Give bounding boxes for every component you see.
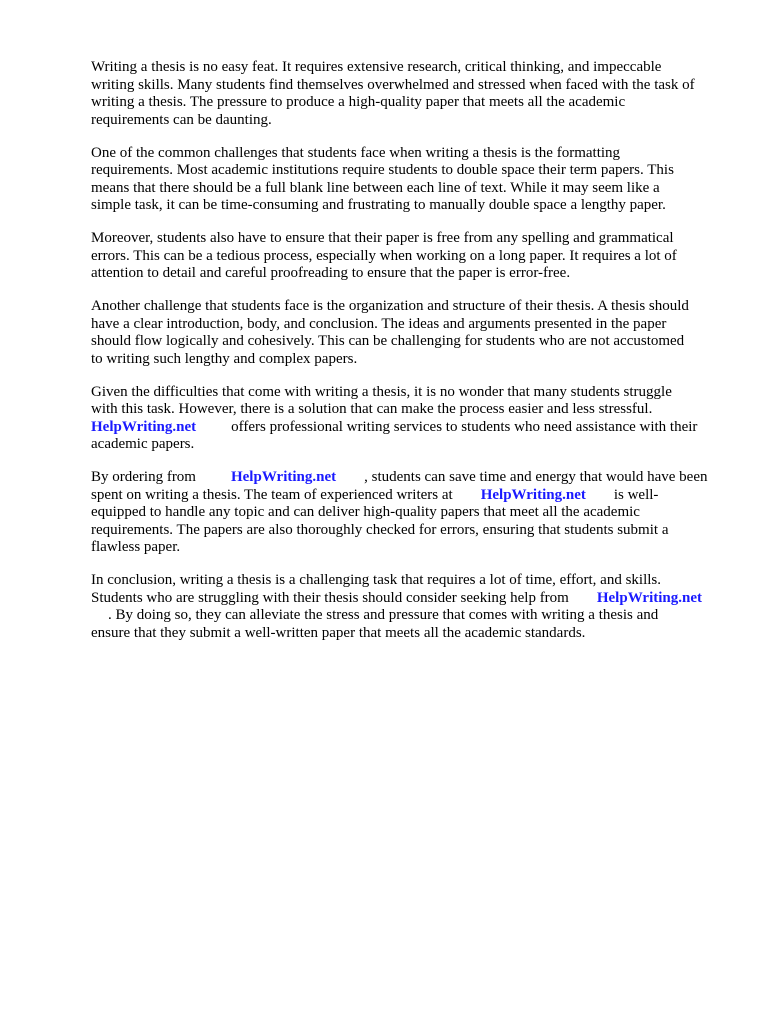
text-line: writing a thesis. The pressure to produce a high-quality paper that meets all the academic [91,94,626,110]
text-line [91,469,731,487]
helpwriting-link[interactable]: HelpWriting.net [596,589,702,606]
text-line: simple task, it can be time-consuming and frustrating to manually double space a lengthy paper. [91,197,666,213]
paragraph-intro [91,59,731,129]
text-line: Another challenge that students face is the organization and structure of their thesis. A thesis should [91,298,689,314]
helpwriting-link[interactable]: HelpWriting.net [230,469,337,485]
text-fragment: By ordering from [91,469,196,485]
text-fragment: spent on writing a thesis. The team of experienced writers at [91,486,453,503]
text-line [91,590,731,608]
paragraph-proofreading [91,230,731,283]
text-line: errors. This can be a tedious process, especially when working on a long paper. It requires a lot of [91,247,677,264]
document-page [91,59,731,658]
paragraph-formatting [91,145,731,215]
text-line: Given the difficulties that come with writing a thesis, it is no wonder that many students struggle [91,383,672,400]
text-line [91,487,731,505]
helpwriting-link[interactable]: HelpWriting.net [480,486,586,503]
text-line: In conclusion, writing a thesis is a challenging task that requires a lot of time, effort, and skills. [91,572,662,588]
text-line: academic papers. [91,436,195,452]
text-line: writing skills. Many students find themselves overwhelmed and stressed when faced with the task of [91,76,695,93]
text-line: to writing such lengthy and complex papers. [91,350,358,367]
paragraph-conclusion [91,572,731,642]
text-line: requirements. The papers are also thoroughly checked for errors, ensuring that students submit a [91,521,669,538]
text-line: have a clear introduction, body, and conclusion. The ideas and arguments presented in the paper [91,315,667,332]
text-line [91,607,731,625]
text-fragment: . By doing so, they can alleviate the stress and pressure that comes with writing a thesis and [108,607,659,623]
text-line: means that there should be a full blank line between each line of text. While it may seem like a [91,179,660,196]
text-line: flawless paper. [91,539,181,555]
text-fragment: offers professional writing services to students who need assistance with their [231,418,698,435]
text-fragment: Students who are struggling with their thesis should consider seeking help from [91,589,569,606]
paragraph-structure [91,298,731,368]
text-line: equipped to handle any topic and can deliver high-quality papers that meet all the academic [91,504,640,520]
paragraph-solution [91,384,731,454]
text-line: requirements. Most academic institutions require students to double space their term papers. This [91,162,674,178]
helpwriting-link[interactable]: HelpWriting.net [91,418,197,435]
text-line: Writing a thesis is no easy feat. It requires extensive research, critical thinking, and impeccable [91,59,662,75]
text-line: requirements can be daunting. [91,111,272,128]
text-fragment: is well- [613,486,659,503]
text-fragment: , students can save time and energy that would have been [364,469,708,485]
text-line: with this task. However, there is a solution that can make the process easier and less stressful. [91,401,653,417]
paragraph-ordering [91,469,731,557]
text-line: ensure that they submit a well-written paper that meets all the academic standards. [91,624,586,641]
text-line [91,419,731,437]
text-line: attention to detail and careful proofreading to ensure that the paper is error-free. [91,265,571,281]
text-line: Moreover, students also have to ensure that their paper is free from any spelling and grammatical [91,230,674,246]
text-line: One of the common challenges that students face when writing a thesis is the formatting [91,144,621,161]
text-line: should flow logically and cohesively. This can be challenging for students who are not accustomed [91,333,685,349]
